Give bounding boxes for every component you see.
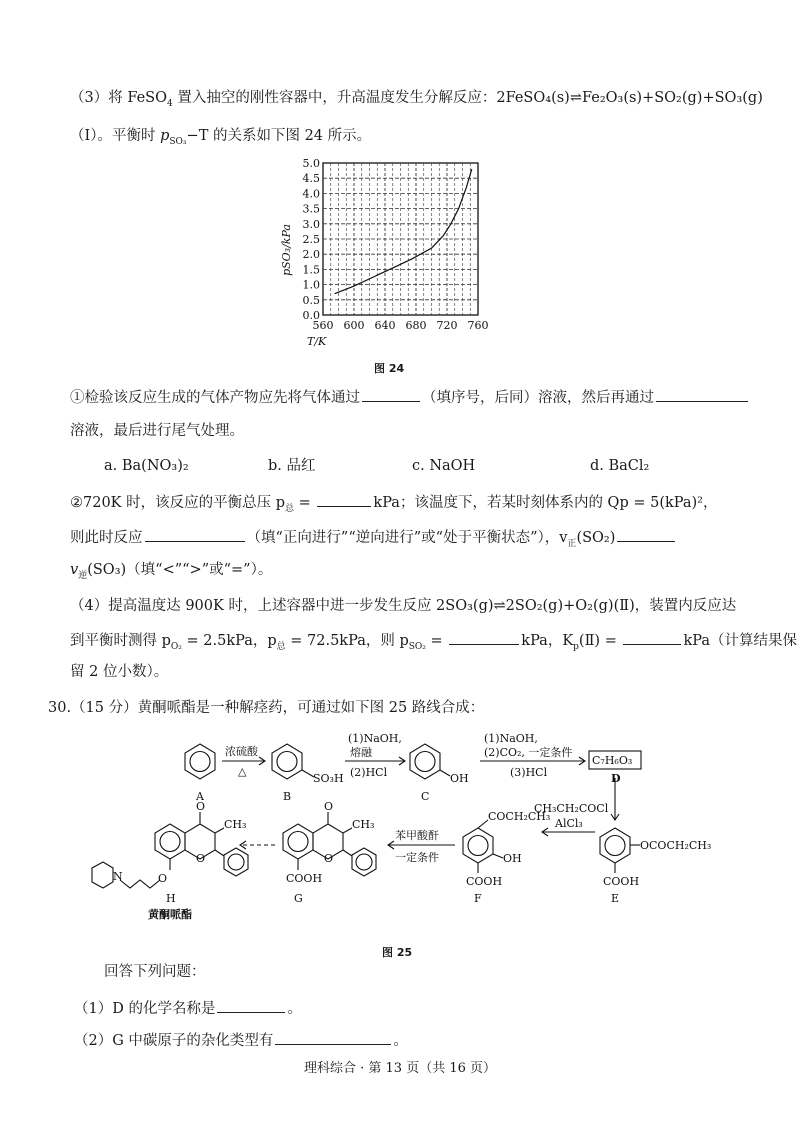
x-tick-label: 720 (436, 319, 458, 332)
svg-text:OCOCH₂CH₃: OCOCH₂CH₃ (640, 839, 712, 852)
x-tick-label: 560 (312, 319, 334, 332)
compound-labels (148, 772, 621, 921)
q2-line1: ②720K 时，该反应的平衡总压 $p_总$ = kPa；该温度下，若某时刻体系内的 Qp = 5(kPa)²， (70, 492, 717, 519)
answer-blank-4[interactable] (145, 527, 245, 542)
svg-text:(2)CO₂, 一定条件: (2)CO₂, 一定条件 (484, 746, 573, 759)
label-G: G (294, 892, 303, 905)
y-tick-label: 4.0 (302, 187, 320, 201)
section4-line1: （4）提高温度达 900K 时，上述容器中进一步发生反应 2SO₃(g)⇌2SO₂(g)+O₂(g)(Ⅱ)，装置内反应达 (70, 598, 737, 614)
section4-line3: 留 2 位小数）。 (70, 664, 169, 680)
svg-text:SO₃H: SO₃H (313, 772, 344, 785)
svg-text:OH: OH (450, 772, 469, 785)
functional-groups (113, 754, 711, 888)
svg-text:CH₃: CH₃ (352, 818, 375, 831)
figure-24-chart (270, 155, 510, 355)
y-tick-label: 0.5 (302, 293, 320, 307)
figure-24-caption: 图 24 (374, 362, 405, 375)
q30-header: 30.（15 分）黄酮哌酯是一种解痉药，可通过如下图 25 路线合成： (48, 700, 485, 716)
y-tick-label: 1.0 (302, 278, 320, 292)
reaction-equation: 2FeSO₄(s)⇌Fe₂O₃(s)+SO₂(g)+SO₃(g) (496, 90, 763, 106)
q30-sub2: （2）G 中碳原子的杂化类型有 。 (74, 1030, 408, 1051)
svg-text:(1)NaOH,: (1)NaOH, (348, 732, 402, 745)
svg-text:OH: OH (503, 852, 522, 865)
svg-text:N: N (113, 870, 123, 883)
svg-text:C₇H₆O₃: C₇H₆O₃ (592, 754, 633, 767)
label-C: C (421, 790, 430, 803)
y-tick-label: 3.0 (302, 217, 320, 231)
label-D: D (611, 772, 621, 785)
y-tick-label: 4.5 (302, 172, 320, 186)
pso3-curve (335, 169, 472, 294)
svg-text:熔融: 熔融 (350, 746, 372, 759)
svg-text:O: O (196, 852, 206, 865)
svg-text:COOH: COOH (466, 875, 503, 888)
svg-text:(2)HCl: (2)HCl (350, 766, 388, 779)
label-B: B (283, 790, 292, 803)
svg-text:苯甲酸酐: 苯甲酸酐 (395, 829, 439, 842)
svg-text:浓硫酸: 浓硫酸 (225, 745, 258, 758)
y-tick-label: 2.0 (302, 248, 320, 262)
x-tick-label: 760 (467, 319, 489, 332)
x-tick-label: 600 (343, 319, 365, 332)
answer-blank-3[interactable] (317, 492, 371, 507)
svg-text:(3)HCl: (3)HCl (510, 766, 548, 779)
q1-line1: ①检验该反应生成的气体产物应先将气体通过 （填序号，后同）溶液，然后再通过 (70, 387, 750, 408)
option-c: c. NaOH (412, 458, 476, 474)
label-A: A (196, 790, 204, 803)
x-tick-label: 640 (374, 319, 396, 332)
svg-text:O: O (158, 872, 168, 885)
svg-text:O: O (196, 800, 206, 813)
page-footer: 理科综合 · 第 13 页（共 16 页） (303, 1061, 496, 1076)
piperidine-ring (92, 862, 113, 888)
q1-line2: 溶液，最后进行尾气处理。 (70, 423, 244, 439)
synthesis-route-diagram (0, 720, 800, 940)
q30-sub1: （1）D 的化学名称是 。 (74, 998, 302, 1019)
y-tick-label: 5.0 (302, 157, 320, 170)
y-axis-label: pSO₃/kPa (280, 224, 293, 276)
q2-line3: $v_逆(SO_3)$（填“<”“>”或“=”）。 (70, 562, 273, 581)
svg-text:COOH: COOH (603, 875, 640, 888)
section3-line1: （3）将 FeSO$_4$ 置入抽空的刚性容器中，升高温度发生分解反应：2FeSO₄(s)⇌Fe₂O₃(s)+SO₂(g)+SO₃(g) (70, 90, 763, 109)
svg-text:CH₃CH₂COCl: CH₃CH₂COCl (534, 802, 609, 815)
y-tick-label: 0.0 (302, 309, 320, 322)
label-H: H (166, 892, 176, 905)
figure-25-caption: 图 25 (382, 946, 413, 959)
svg-text:AlCl₃: AlCl₃ (555, 817, 583, 830)
svg-text:O: O (324, 852, 334, 865)
option-a: a. Ba(NO₃)₂ (104, 458, 189, 474)
answer-blank-8[interactable] (217, 998, 285, 1013)
answer-blank-5[interactable] (617, 527, 675, 542)
label-H-name: 黄酮哌酯 (148, 908, 192, 921)
q2-line2: 则此时反应 （填“正向进行”“逆向进行”或“处于平衡状态”），$v_正(SO_2)$ (70, 527, 677, 554)
svg-text:(1)NaOH,: (1)NaOH, (484, 732, 538, 745)
svg-text:O: O (324, 800, 334, 813)
answer-blank-9[interactable] (275, 1030, 391, 1045)
answer-blank-2[interactable] (656, 387, 748, 402)
answer-blank-7[interactable] (623, 630, 681, 645)
svg-text:CH₃: CH₃ (224, 818, 247, 831)
x-tick-label: 680 (405, 319, 427, 332)
svg-text:一定条件: 一定条件 (395, 851, 439, 864)
option-d: d. BaCl₂ (590, 458, 650, 474)
svg-text:COOH: COOH (286, 872, 323, 885)
q30-ask: 回答下列问题： (104, 964, 206, 980)
answer-blank-1[interactable] (362, 387, 420, 402)
option-b: b. 品红 (268, 458, 316, 474)
svg-text:COCH₂CH₃: COCH₂CH₃ (488, 810, 551, 823)
x-axis-label: T/K (307, 335, 327, 348)
answer-blank-6[interactable] (449, 630, 519, 645)
label-F: F (474, 892, 482, 905)
y-tick-label: 3.5 (302, 202, 320, 216)
svg-text:△: △ (238, 765, 247, 778)
y-tick-label: 2.5 (302, 233, 320, 246)
section3-line2: （Ⅰ）。平衡时 $p_{SO_3}-T$ 的关系如下图 24 所示。 (70, 128, 372, 147)
label-E: E (611, 892, 620, 905)
section4-line2: 到平衡时测得 $p_{O_2} = 2.5kPa$，$p_总 = 72.5kPa$，则 $p_{SO_2}$ = kPa，$K_p(Ⅱ) = kPa$（计算结果保 (70, 630, 797, 657)
y-tick-label: 1.5 (302, 263, 320, 277)
